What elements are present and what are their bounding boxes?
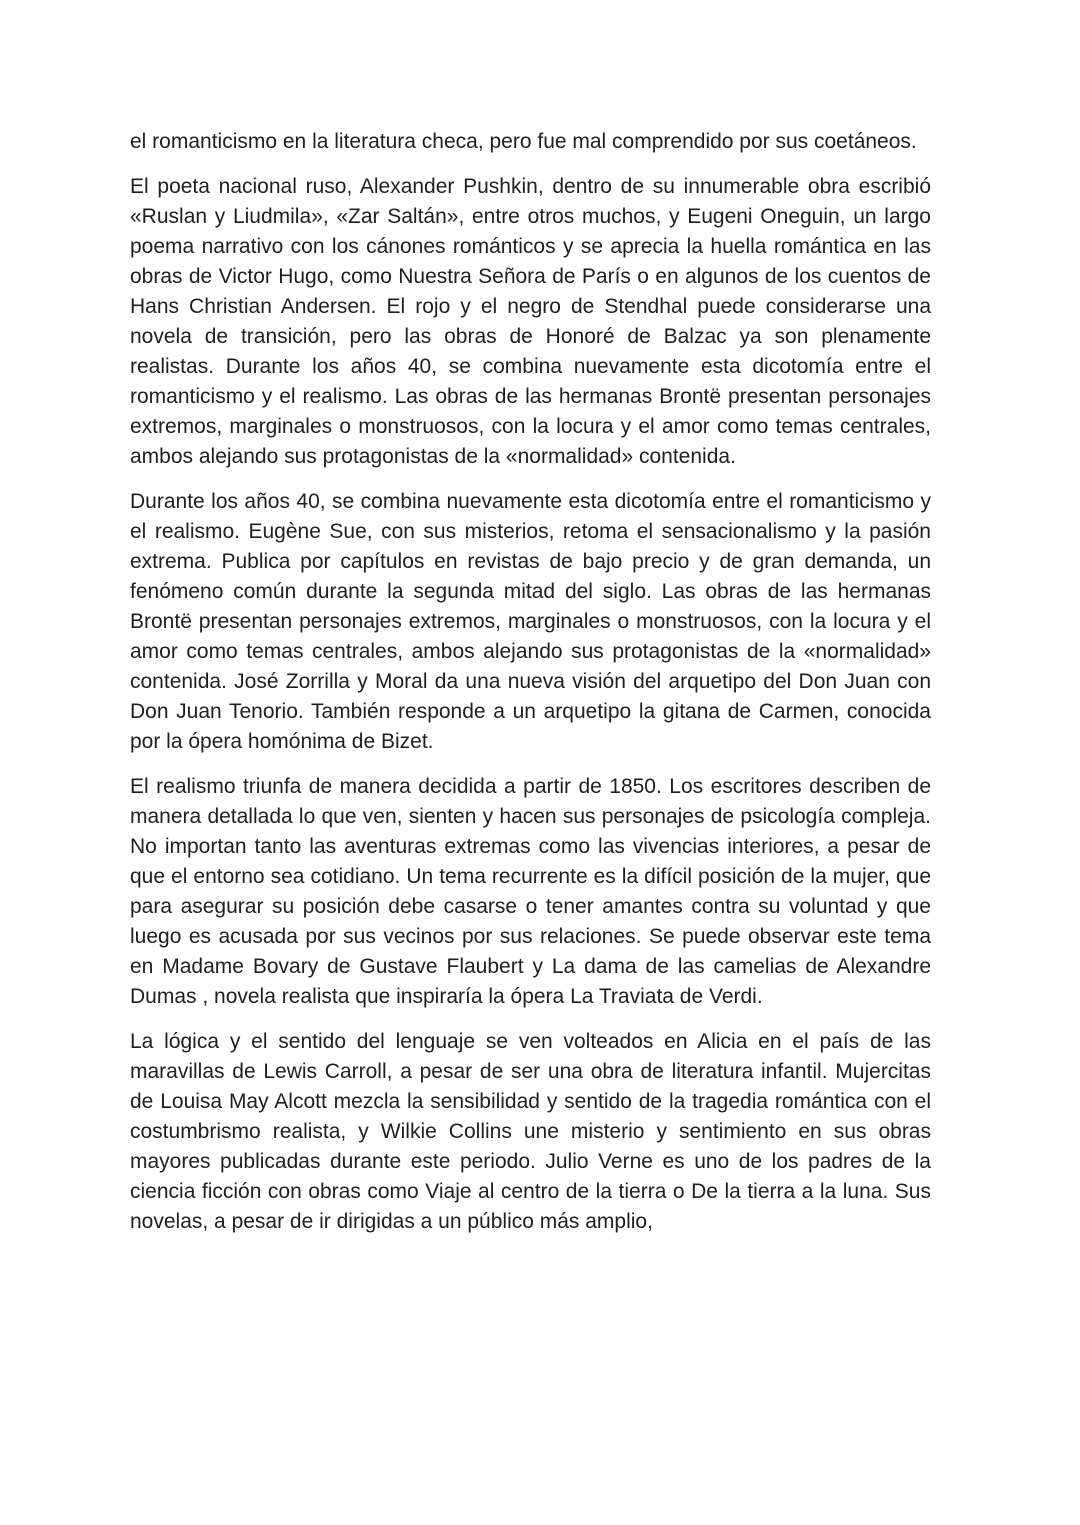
paragraph-4: El realismo triunfa de manera decidida a partir de 1850. Los escritores describen de manera detallada lo que ven, sienten y hacen sus personajes de psicología compleja. No importan tanto las aventuras extremas como las vivencias interiores, a pesar de que el entorno sea cotidiano. Un tema recurrente es la difícil posición de la mujer, que para asegurar su posición debe casarse o tener amantes contra su voluntad y que luego es acusada por sus vecinos por sus relaciones. Se puede observar este tema en Madame Bovary de Gustave Flaubert y La dama de las camelias de Alexandre Dumas , novela realista que inspiraría la ópera La Traviata de Verdi.: [130, 775, 931, 1008]
paragraph-3: Durante los años 40, se combina nuevamente esta dicotomía entre el romanticismo y el realismo. Eugène Sue, con sus misterios, retoma el sensacionalismo y la pasión extrema. Publica por capítulos en revistas de bajo precio y de gran demanda, un fenómeno común durante la segunda mitad del siglo. Las obras de las hermanas Brontë presentan personajes extremos, marginales o monstruosos, con la locura y el amor como temas centrales, ambos alejando sus protagonistas de la «normalidad» contenida. José Zorrilla y Moral da una nueva visión del arquetipo del Don Juan con Don Juan Tenorio. También responde a un arquetipo la gitana de Carmen, conocida por la ópera homónima de Bizet.: [130, 490, 931, 753]
paragraph-2: El poeta nacional ruso, Alexander Pushkin, dentro de su innumerable obra escribió «Ruslan y Liudmila», «Zar Saltán», entre otros muchos, y Eugeni Oneguin, un largo poema narrativo con los cánones románticos y se aprecia la huella romántica en las obras de Victor Hugo, como Nuestra Señora de París o en algunos de los cuentos de Hans Christian Andersen. El rojo y el negro de Stendhal puede considerarse una novela de transición, pero las obras de Honoré de Balzac ya son plenamente realistas. Durante los años 40, se combina nuevamente esta dicotomía entre el romanticismo y el realismo. Las obras de las hermanas Brontë presentan personajes extremos, marginales o monstruosos, con la locura y el amor como temas centrales, ambos alejando sus protagonistas de la «normalidad» contenida.: [130, 175, 931, 468]
document-page: [130, 127, 931, 1252]
paragraph-1: el romanticismo en la literatura checa, pero fue mal comprendido por sus coetáneos.: [130, 130, 917, 153]
paragraph-5: La lógica y el sentido del lenguaje se ven volteados en Alicia en el país de las maravillas de Lewis Carroll, a pesar de ser una obra de literatura infantil. Mujercitas de Louisa May Alcott mezcla la sensibilidad y sentido de la tragedia romántica con el costumbrismo realista, y Wilkie Collins une misterio y sentimiento en sus obras mayores publicadas durante este periodo. Julio Verne es uno de los padres de la ciencia ficción con obras como Viaje al centro de la tierra o De la tierra a la luna. Sus novelas, a pesar de ir dirigidas a un público más amplio,: [130, 1030, 931, 1233]
